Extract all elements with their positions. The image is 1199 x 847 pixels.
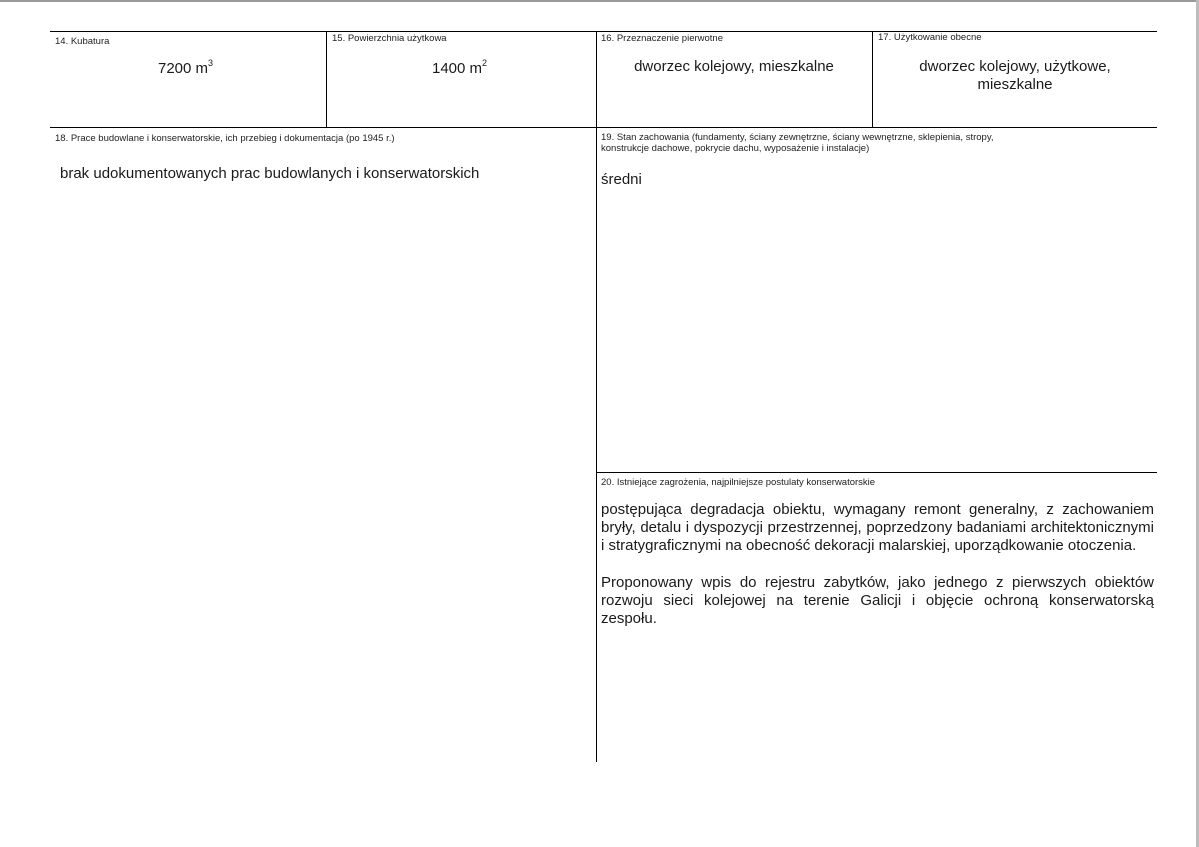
field-20-paragraph-1: postępująca degradacja obiektu, wymagany remont generalny, z zachowaniem bryły, detalu i dyspozycji przestrzennej, poprzedzony badaniami architektonicznymi i stratygraficznymi na obecność dekoracji malarskiej, uporządkowanie otoczenia. — [601, 501, 1154, 554]
page-edge-top — [0, 0, 1199, 2]
field-17-label: 17. Użytkowanie obecne — [878, 32, 982, 43]
field-15-value — [432, 60, 487, 78]
field-14-number: 7200 m — [158, 60, 209, 77]
field-14-label: 14. Kubatura — [55, 36, 110, 47]
field-19-value: średni — [601, 171, 642, 188]
field-17-value-line2: mieszkalne — [977, 76, 1053, 93]
field-14-exponent: 3 — [208, 58, 214, 68]
field-19-label-line2: konstrukcje dachowe, pokrycie dachu, wyposażenie i instalacje) — [601, 143, 870, 154]
field-15-exponent: 2 — [482, 58, 488, 68]
divider-16-17 — [872, 31, 873, 128]
field-20-paragraph-2: Proponowany wpis do rejestru zabytków, jako jednego z pierwszych obiektów rozwoju sieci kolejowej na terenie Galicji i objęcie ochroną konserwatorską zespołu. — [601, 574, 1154, 627]
field-15-label: 15. Powierzchnia użytkowa — [332, 33, 447, 44]
field-15-number: 1400 m — [432, 60, 483, 77]
field-18-label: 18. Prace budowlane i konserwatorskie, ich przebieg i dokumentacja (po 1945 r.) — [55, 133, 395, 144]
field-20-label: 20. Istniejące zagrożenia, najpilniejsze postulaty konserwatorskie — [601, 477, 876, 488]
top-row-bottom-border — [50, 127, 1157, 128]
divider-14-15 — [326, 31, 327, 128]
field-18-value: brak udokumentowanych prac budowlanych i konserwatorskich — [60, 165, 480, 182]
field-16-value: dworzec kolejowy, mieszkalne — [634, 58, 834, 75]
field-17-value-line1: dworzec kolejowy, użytkowe, — [919, 58, 1111, 75]
field-19-label-line1: 19. Stan zachowania (fundamenty, ściany zewnętrzne, ściany wewnętrzne, sklepienia, stropy, — [601, 132, 994, 143]
field-14-value — [158, 60, 213, 78]
field-20-top-border — [597, 472, 1157, 473]
divider-15-16 — [596, 31, 597, 762]
field-16-label: 16. Przeznaczenie pierwotne — [601, 33, 723, 44]
top-row-top-border — [50, 31, 1157, 32]
